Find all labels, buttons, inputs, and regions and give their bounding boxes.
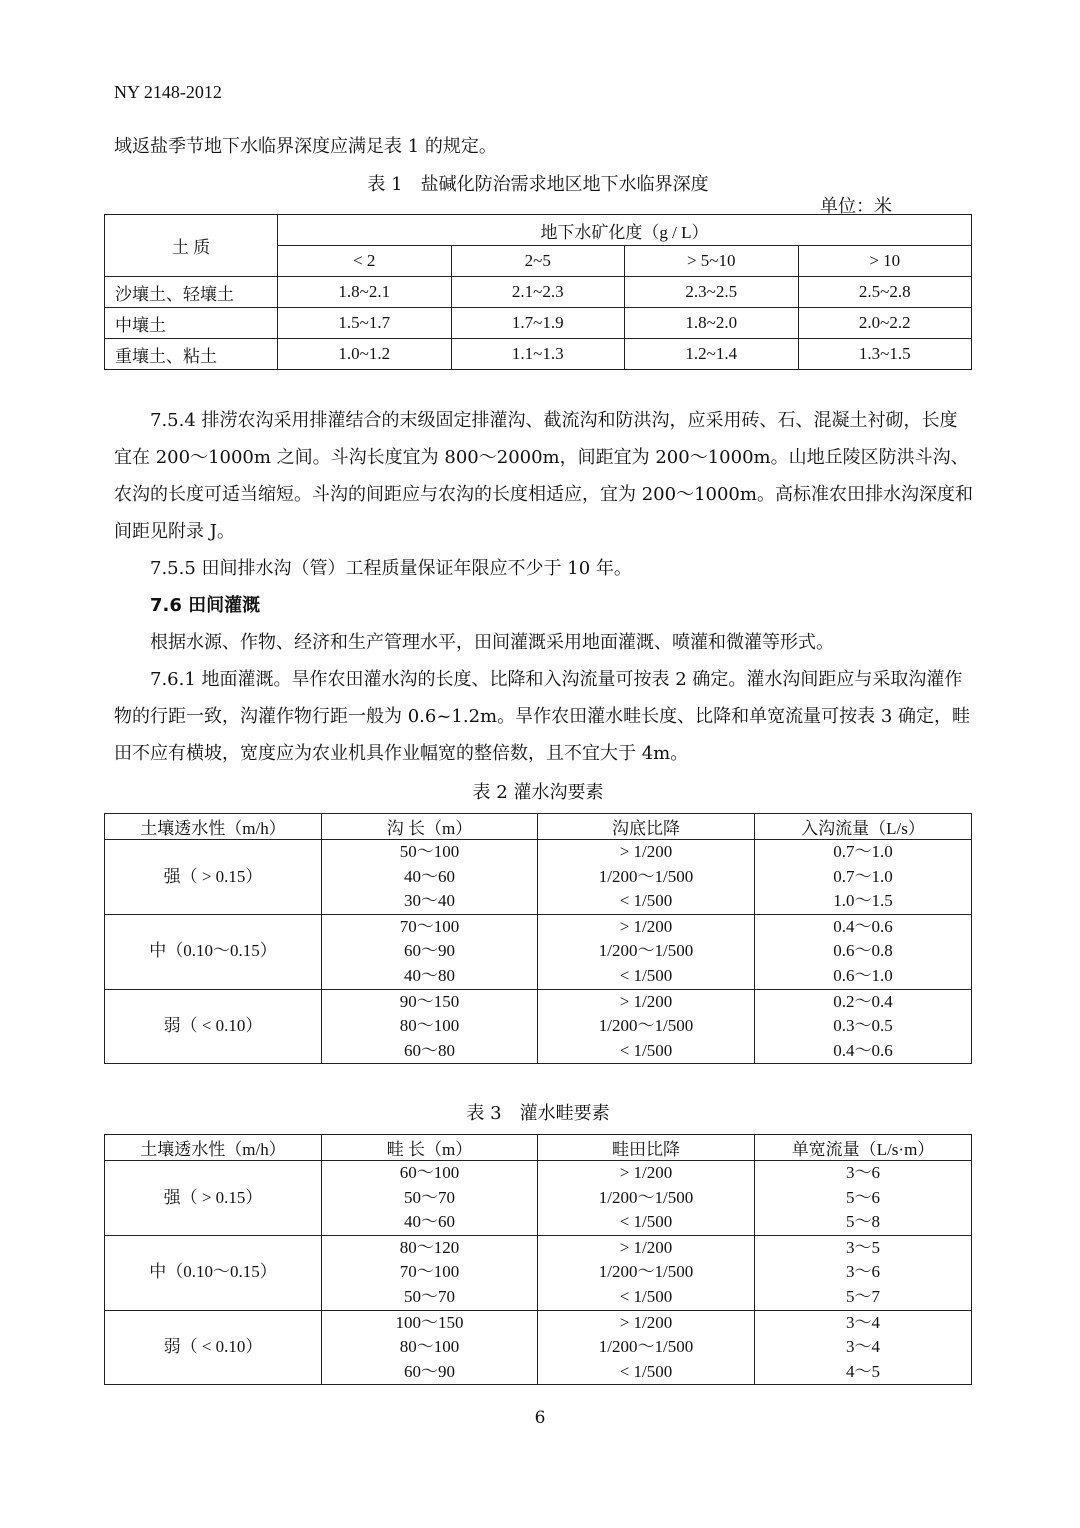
table1-caption: 表 1 盐碱化防治需求地区地下水临界深度 bbox=[367, 174, 709, 195]
cell-line: 0.3～0.5 bbox=[833, 1016, 893, 1036]
cell-line: 0.6～0.8 bbox=[833, 941, 893, 961]
table1-cell: 1.2~1.4 bbox=[625, 339, 799, 370]
table1-cell: 1.7~1.9 bbox=[451, 308, 625, 339]
table2-header: 入沟流量（L/s） bbox=[755, 814, 972, 840]
table-row bbox=[105, 914, 972, 989]
table-row bbox=[105, 308, 972, 339]
table3-lengths bbox=[322, 1310, 538, 1385]
cell-line: 40～80 bbox=[404, 965, 455, 985]
cell-line: 1/200～1/500 bbox=[598, 866, 694, 886]
table2-caption: 表 2 灌水沟要素 bbox=[472, 782, 604, 803]
cell-line: 30～40 bbox=[404, 891, 455, 911]
cell-line: 3～6 bbox=[846, 1163, 880, 1182]
table3-header: 畦田比降 bbox=[538, 1135, 755, 1161]
cell-line: > 1/200 bbox=[619, 1237, 673, 1257]
cell-line: 90～150 bbox=[399, 991, 460, 1011]
cell-line: 50～70 bbox=[404, 1187, 455, 1207]
table3-permeability: 强（ > 0.15） bbox=[105, 1161, 322, 1236]
cell-line: 0.4～0.6 bbox=[833, 916, 893, 936]
table-row bbox=[105, 339, 972, 370]
table-row bbox=[105, 1235, 972, 1310]
paragraph-7-6: 根据水源、作物、经济和生产管理水平，田间灌溉采用地面灌溉、喷灌和微灌等形式。 bbox=[150, 632, 834, 653]
table3-slopes bbox=[538, 1310, 755, 1385]
table2-flows bbox=[755, 840, 972, 915]
table1-soil: 重壤土、粘土 bbox=[105, 339, 278, 370]
cell-line: 5～6 bbox=[846, 1187, 880, 1207]
cell-line: 3～5 bbox=[846, 1237, 880, 1257]
table2-permeability: 中（0.10～0.15） bbox=[105, 914, 322, 989]
table3-header: 畦 长（m） bbox=[322, 1135, 538, 1161]
table1-unit: 单位：米 bbox=[820, 196, 892, 217]
cell-line: 1/200～1/500 bbox=[598, 1262, 694, 1282]
table1-cell: 2.1~2.3 bbox=[451, 277, 625, 308]
table3 bbox=[104, 1134, 972, 1385]
table1 bbox=[104, 214, 972, 370]
table1-group-header: 地下水矿化度（g / L） bbox=[278, 215, 972, 246]
cell-line: 50～100 bbox=[399, 842, 460, 861]
table2-lengths bbox=[322, 914, 538, 989]
cell-line: 60～90 bbox=[404, 941, 455, 961]
cell-line: 60～90 bbox=[404, 1361, 455, 1381]
table3-permeability: 中（0.10～0.15） bbox=[105, 1235, 322, 1310]
table2-permeability: 弱（ < 0.10） bbox=[105, 989, 322, 1064]
table2-permeability: 强（ > 0.15） bbox=[105, 840, 322, 915]
table2-slopes bbox=[538, 989, 755, 1064]
cell-line: 1/200～1/500 bbox=[598, 941, 694, 961]
cell-line: 40～60 bbox=[404, 1212, 455, 1232]
table1-col-header: > 10 bbox=[798, 246, 972, 277]
cell-line: 1/200～1/500 bbox=[598, 1016, 694, 1036]
table2 bbox=[104, 813, 972, 1064]
table2-slopes bbox=[538, 840, 755, 915]
table2-header: 沟底比降 bbox=[538, 814, 755, 840]
table3-flows bbox=[755, 1161, 972, 1236]
table3-flows bbox=[755, 1310, 972, 1385]
table2-lengths bbox=[322, 840, 538, 915]
table3-lengths bbox=[322, 1235, 538, 1310]
table1-cell: 2.0~2.2 bbox=[798, 308, 972, 339]
intro-line: 域返盐季节地下水临界深度应满足表 1 的规定。 bbox=[114, 136, 497, 157]
cell-line: 0.7～1.0 bbox=[833, 842, 893, 861]
cell-line: 0.6～1.0 bbox=[833, 965, 893, 985]
cell-line: 3～4 bbox=[846, 1337, 880, 1357]
heading-7-6: 7.6 田间灌溉 bbox=[150, 595, 261, 616]
table-row bbox=[105, 277, 972, 308]
table2-slopes bbox=[538, 914, 755, 989]
table3-flows bbox=[755, 1235, 972, 1310]
table1-soil-header: 土 质 bbox=[105, 215, 278, 277]
table1-cell: 1.5~1.7 bbox=[278, 308, 452, 339]
table2-header: 土壤透水性（m/h） bbox=[105, 814, 322, 840]
table2-header: 沟 长（m） bbox=[322, 814, 538, 840]
cell-line: > 1/200 bbox=[619, 1312, 673, 1332]
table1-cell: 2.3~2.5 bbox=[625, 277, 799, 308]
table3-permeability: 弱（ < 0.10） bbox=[105, 1310, 322, 1385]
page-number: 6 bbox=[534, 1408, 546, 1428]
table1-cell: 1.8~2.0 bbox=[625, 308, 799, 339]
paragraph-7-5-4: 7.5.4 排涝农沟采用排灌结合的末级固定排灌沟、截流沟和防洪沟，应采用砖、石、混凝土衬砌，长度宜在 200～1000m 之间。斗沟长度宜为 800～2000m，间距宜为 200～1000m。山地丘陵区防洪斗沟、农沟的长度可适当缩短。斗沟的间距应与农沟的长度相适应，宜为 200～1000m。高标准农田排水沟深度和间距见附录 J。 bbox=[114, 410, 973, 542]
cell-line: 0.4～0.6 bbox=[833, 1040, 893, 1060]
cell-line: 70～100 bbox=[399, 1262, 460, 1282]
table1-col-header: > 5~10 bbox=[625, 246, 799, 277]
cell-line: 100～150 bbox=[395, 1312, 464, 1332]
cell-line: 0.2～0.4 bbox=[833, 991, 893, 1011]
cell-line: 5～7 bbox=[846, 1286, 880, 1306]
cell-line: 1/200～1/500 bbox=[598, 1187, 694, 1207]
cell-line: 80～120 bbox=[399, 1237, 460, 1257]
cell-line: < 1/500 bbox=[619, 1286, 673, 1306]
table2-flows bbox=[755, 989, 972, 1064]
table3-slopes bbox=[538, 1161, 755, 1236]
table3-header: 单宽流量（L/s·m） bbox=[755, 1135, 972, 1161]
cell-line: 70～100 bbox=[399, 916, 460, 936]
cell-line: 80～100 bbox=[399, 1337, 460, 1357]
cell-line: > 1/200 bbox=[619, 1163, 673, 1182]
table1-cell: 1.1~1.3 bbox=[451, 339, 625, 370]
table2-flows bbox=[755, 914, 972, 989]
table-row bbox=[105, 840, 972, 915]
table2-lengths bbox=[322, 989, 538, 1064]
cell-line: 1/200～1/500 bbox=[598, 1337, 694, 1357]
cell-line: 50～70 bbox=[404, 1286, 455, 1306]
cell-line: < 1/500 bbox=[619, 1040, 673, 1060]
table1-cell: 1.0~1.2 bbox=[278, 339, 452, 370]
table3-header: 土壤透水性（m/h） bbox=[105, 1135, 322, 1161]
standard-number: NY 2148-2012 bbox=[114, 82, 222, 102]
cell-line: < 1/500 bbox=[619, 1361, 673, 1381]
cell-line: < 1/500 bbox=[619, 1212, 673, 1232]
table3-lengths bbox=[322, 1161, 538, 1236]
cell-line: 60～80 bbox=[404, 1040, 455, 1060]
table1-soil: 中壤土 bbox=[105, 308, 278, 339]
cell-line: 60～100 bbox=[399, 1163, 460, 1182]
paragraph-7-6-1: 7.6.1 地面灌溉。旱作农田灌水沟的长度、比降和入沟流量可按表 2 确定。灌水沟间距应与采取沟灌作物的行距一致，沟灌作物行距一般为 0.6~1.2m。旱作农田灌水畦长度、比降和单宽流量可按表 3 确定，畦田不应有横坡，宽度应为农业机具作业幅宽的整倍数，且不宜大于 4m。 bbox=[114, 669, 971, 764]
cell-line: 0.7～1.0 bbox=[833, 866, 893, 886]
table1-col-header: < 2 bbox=[278, 246, 452, 277]
cell-line: 3～6 bbox=[846, 1262, 880, 1282]
cell-line: 40～60 bbox=[404, 866, 455, 886]
table1-soil: 沙壤土、轻壤土 bbox=[105, 277, 278, 308]
cell-line: > 1/200 bbox=[619, 991, 673, 1011]
table1-cell: 1.8~2.1 bbox=[278, 277, 452, 308]
table-row bbox=[105, 1161, 972, 1236]
table-row bbox=[105, 1310, 972, 1385]
table3-caption: 表 3 灌水畦要素 bbox=[466, 1103, 610, 1124]
cell-line: > 1/200 bbox=[619, 842, 673, 861]
cell-line: 1.0～1.5 bbox=[833, 891, 893, 911]
table3-slopes bbox=[538, 1235, 755, 1310]
cell-line: < 1/500 bbox=[619, 891, 673, 911]
table1-col-header: 2~5 bbox=[451, 246, 625, 277]
table1-cell: 2.5~2.8 bbox=[798, 277, 972, 308]
cell-line: > 1/200 bbox=[619, 916, 673, 936]
cell-line: 80～100 bbox=[399, 1016, 460, 1036]
cell-line: < 1/500 bbox=[619, 965, 673, 985]
cell-line: 5～8 bbox=[846, 1212, 880, 1232]
cell-line: 3～4 bbox=[846, 1312, 880, 1332]
paragraph-7-5-5: 7.5.5 田间排水沟（管）工程质量保证年限应不少于 10 年。 bbox=[150, 558, 632, 579]
cell-line: 4～5 bbox=[846, 1361, 880, 1381]
table-row bbox=[105, 989, 972, 1064]
table1-cell: 1.3~1.5 bbox=[798, 339, 972, 370]
